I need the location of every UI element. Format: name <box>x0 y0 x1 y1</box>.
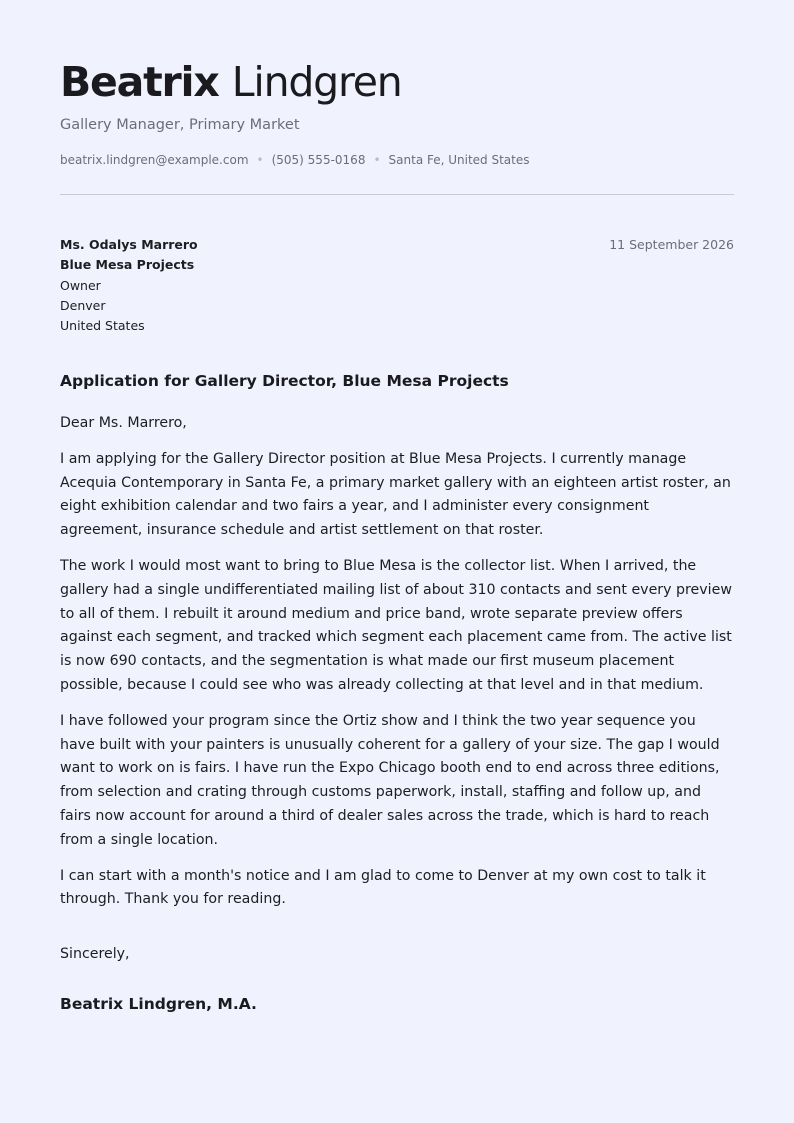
contact-location: Santa Fe, United States <box>388 153 530 167</box>
header-divider <box>60 194 734 195</box>
signature: Beatrix Lindgren, M.A. <box>60 995 257 1013</box>
letter-body <box>60 412 734 924</box>
recipient-block <box>60 235 198 336</box>
applicant-last-name: Lindgren <box>231 58 402 106</box>
contact-email: beatrix.lindgren@example.com <box>60 153 249 167</box>
body-paragraph: I am applying for the Gallery Director position at Blue Mesa Projects. I currently manage Acequia Contemporary in Santa Fe, a primary market gallery with an eighteen artist roster, an eight exhibition calendar and two fairs a year, and I administer every consignment agreement, insurance schedule and artist settlement on that roster. <box>60 450 731 539</box>
body-paragraph: I can start with a month's notice and I am glad to come to Denver at my own cost to talk it through. Thank you for reading. <box>60 867 706 908</box>
salutation: Dear Ms. Marrero, <box>60 415 187 431</box>
contact-separator: • <box>256 153 264 167</box>
body-paragraph: The work I would most want to bring to Blue Mesa is the collector list. When I arrived, the gallery had a single undifferentiated mailing list of about 310 contacts and sent every preview to all of them. I rebuilt it around medium and price band, wrote separate preview offers against each segment, and tracked which segment each placement came from. The active list is now 690 contacts, and the segmentation is what made our first museum placement possible, because I could see who was already collecting at that level and in that medium. <box>60 557 732 693</box>
contact-phone: (505) 555-0168 <box>271 153 366 167</box>
recipient-company: Blue Mesa Projects <box>60 257 195 273</box>
body-paragraph: I have followed your program since the Ortiz show and I think the two year sequence you have built with your painters is unusually coherent for a gallery of your size. The gap I would want to work on is fairs. I have run the Expo Chicago booth end to end across three editions, from selection and crating through customs paperwork, install, staffing and follow up, and fairs now account for around a third of dealer sales across the trade, which is hard to reach from a single location. <box>60 712 720 848</box>
letter-date: 11 September 2026 <box>609 237 734 252</box>
contact-line <box>60 151 530 169</box>
letter-subject: Application for Gallery Director, Blue Mesa Projects <box>60 372 509 390</box>
closing: Sincerely, <box>60 946 130 962</box>
recipient-role: Owner <box>60 277 101 293</box>
applicant-first-name: Beatrix <box>60 58 219 106</box>
applicant-name <box>60 56 402 108</box>
applicant-title: Gallery Manager, Primary Market <box>60 117 300 133</box>
recipient-country: United States <box>60 318 145 334</box>
recipient-city: Denver <box>60 297 106 313</box>
recipient-name: Ms. Odalys Marrero <box>60 237 198 252</box>
contact-separator: • <box>373 153 381 167</box>
